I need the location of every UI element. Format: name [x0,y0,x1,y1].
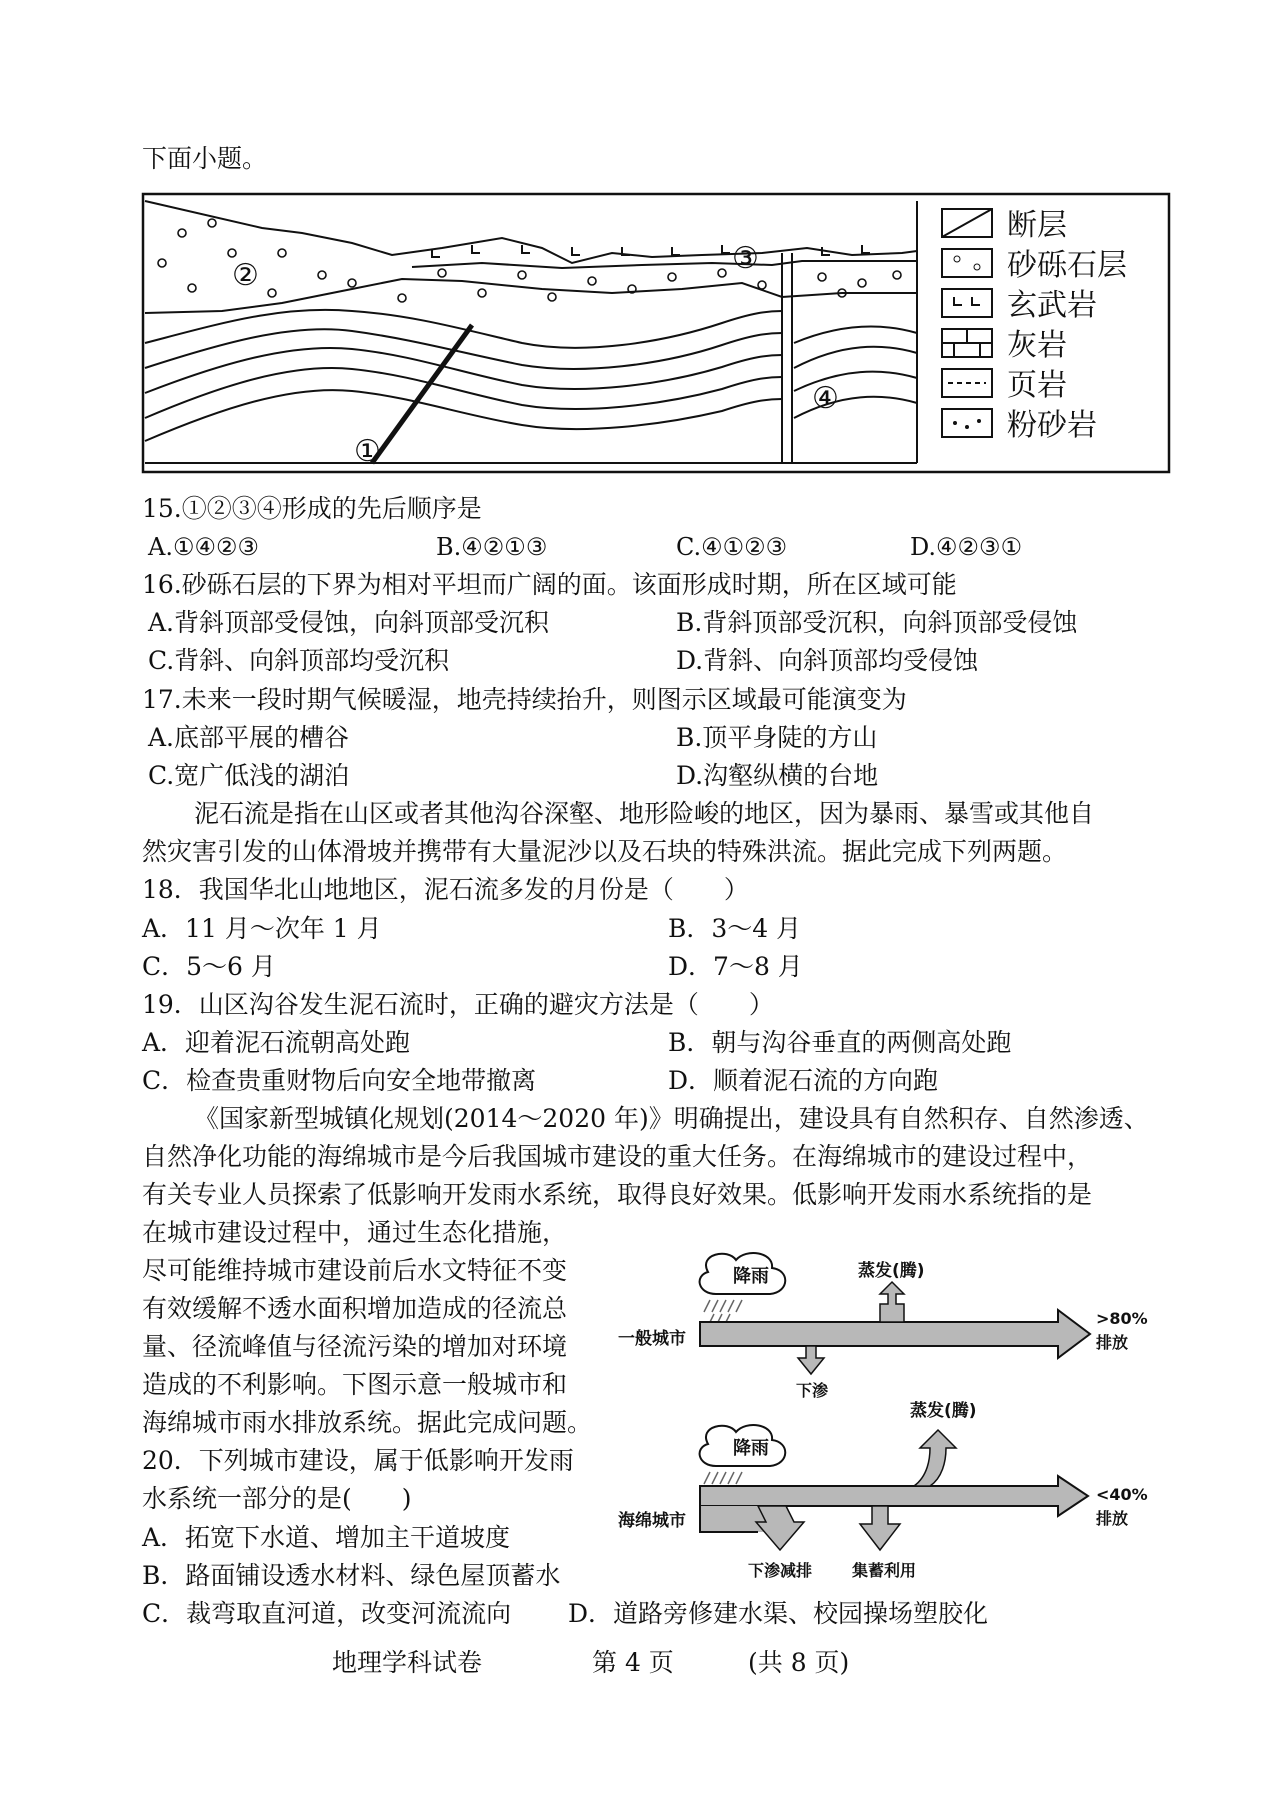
sponge-city-label: 海绵城市 [618,1511,686,1531]
intro-text: 下面小题。 [142,144,268,173]
legend-siltstone: 粉砂岩 [1007,408,1097,443]
q19-option-d: D．顺着泥石流的方向跑 [668,1066,939,1095]
q19-stem: 19．山区沟谷发生泥石流时，正确的避灾方法是（ ） [142,990,774,1019]
passage-sponge-line9: 海绵城市雨水排放系统。据此完成问题。 [142,1408,593,1437]
q17-stem: 17.未来一段时期气候暖湿，地壳持续抬升，则图示区域最可能演变为 [142,685,907,714]
out-label-bottom: 排放 [1096,1509,1129,1528]
passage-mudflow-line1: 泥石流是指在山区或者其他沟谷深壑、地形险峻的地区，因为暴雨、暴雪或其他自 [194,799,1095,828]
out-pct-top: >80% [1096,1309,1148,1328]
passage-sponge-line4: 在城市建设过程中，通过生态化措施， [142,1218,568,1247]
q19-option-c: C．检查贵重财物后向安全地带撤离 [142,1066,537,1095]
marker-1: ① [354,434,381,469]
q20-option-d: D．道路旁修建水渠、校园操场塑胶化 [568,1599,989,1628]
footer-page: 第 4 页 [592,1648,674,1677]
q18-stem: 18．我国华北山地地区，泥石流多发的月份是（ ） [142,875,749,904]
q17-option-c: C.宽广低浅的湖泊 [148,761,350,790]
rain-label-top: 降雨 [733,1266,769,1287]
down-label-bottom-1: 下渗减排 [748,1561,813,1580]
marker-3: ③ [732,241,759,276]
passage-sponge-line3: 有关专业人员探索了低影响开发雨水系统，取得良好效果。低影响开发雨水系统指的是 [142,1180,1093,1209]
q20-option-b: B．路面铺设透水材料、绿色屋顶蓄水 [142,1561,561,1590]
q16-option-a: A.背斜顶部受侵蚀，向斜顶部受沉积 [148,608,550,637]
footer-subject: 地理学科试卷 [332,1648,483,1677]
q15-option-c: C.④①②③ [676,533,788,561]
marker-4: ④ [812,381,839,416]
sponge-city-system [618,1400,1148,1580]
q17-option-b: B.顶平身陡的方山 [676,723,878,752]
q20-option-c: C．裁弯取直河道，改变河流流向 [142,1599,512,1628]
q16-stem: 16.砂砾石层的下界为相对平坦而广阔的面。该面形成时期，所在区域可能 [142,570,957,599]
passage-sponge-line5: 尽可能维持城市建设前后水文特征不变 [142,1256,568,1285]
q15-option-a: A.①④②③ [148,533,260,561]
legend-limestone: 灰岩 [1007,328,1067,363]
q18-option-d: D．7～8 月 [668,952,803,981]
q18-option-b: B．3～4 月 [668,914,802,943]
q20-stem-line2: 水系统一部分的是( ) [142,1484,412,1513]
passage-sponge-line1: 《国家新型城镇化规划(2014～2020 年)》明确提出，建设具有自然积存、自然渗透、 [194,1104,1149,1133]
q16-option-c: C.背斜、向斜顶部均受沉积 [148,646,450,675]
q17-option-a: A.底部平展的槽谷 [148,723,350,752]
evap-label-top: 蒸发(腾) [858,1261,925,1281]
evap-arrow-top [880,1282,904,1322]
q15-option-b: B.④②①③ [436,533,548,561]
q19-option-a: A．迎着泥石流朝高处跑 [142,1028,411,1057]
general-city-label: 一般城市 [618,1329,686,1349]
q20-option-a: A．拓宽下水道、增加主干道坡度 [142,1523,511,1552]
rainwater-system-diagram [618,1250,1148,1592]
passage-sponge-line6: 有效缓解不透水面积增加造成的径流总 [142,1294,568,1323]
evap-arrow-bottom [914,1430,956,1486]
legend-gravel: 砂砾石层 [1007,248,1127,283]
out-pct-bottom: <40% [1096,1485,1148,1504]
q20-stem-line1: 20．下列城市建设，属于低影响开发雨 [142,1446,574,1475]
passage-sponge-line2: 自然净化功能的海绵城市是今后我国城市建设的重大任务。在海绵城市的建设过程中， [142,1142,1093,1171]
q18-option-a: A．11 月～次年 1 月 [142,914,382,943]
legend-shale: 页岩 [1007,368,1067,403]
q16-option-d: D.背斜、向斜顶部均受侵蚀 [676,646,979,675]
q18-option-c: C．5～6 月 [142,952,276,981]
q16-option-b: B.背斜顶部受沉积，向斜顶部受侵蚀 [676,608,1078,637]
geology-cross-section [142,193,1170,473]
legend-basalt: 玄武岩 [1007,288,1097,323]
q15-stem: 15.①②③④形成的先后顺序是 [142,494,482,523]
rain-label-bottom: 降雨 [733,1438,769,1459]
passage-sponge-line8: 造成的不利影响。下图示意一般城市和 [142,1370,568,1399]
out-label-top: 排放 [1096,1333,1129,1352]
q19-option-b: B．朝与沟谷垂直的两侧高处跑 [668,1028,1012,1057]
down-label-top: 下渗 [796,1381,829,1400]
down-label-bottom-2: 集蓄利用 [852,1561,917,1580]
q15-option-d: D.④②③① [910,533,1023,561]
storage-arrow-bottom [860,1506,900,1550]
legend-fault: 断层 [1007,208,1067,243]
footer-total: (共 8 页) [748,1648,850,1677]
q17-option-d: D.沟壑纵横的台地 [676,761,879,790]
evap-label-bottom: 蒸发(腾) [910,1401,977,1421]
infiltration-arrow-top [798,1346,824,1374]
passage-sponge-line7: 量、径流峰值与径流污染的增加对环境 [142,1332,568,1361]
general-city-system [618,1253,1148,1400]
infiltration-arrow-bottom [756,1506,804,1550]
passage-mudflow-line2: 然灾害引发的山体滑坡并携带有大量泥沙以及石块的特殊洪流。据此完成下列两题。 [142,837,1068,866]
marker-2: ② [232,258,259,293]
